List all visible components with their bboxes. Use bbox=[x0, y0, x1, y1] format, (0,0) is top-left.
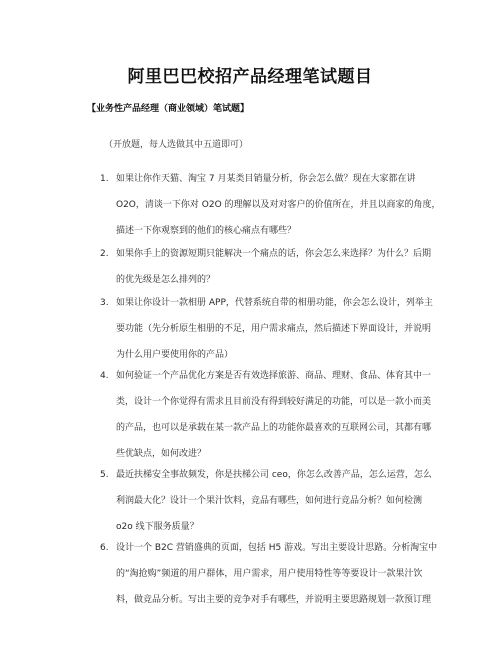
question-line: 要功能（先分析原生相册的不足，用户需求痛点，然后描述下界面设计，并说明 bbox=[116, 324, 432, 334]
question-line: 如果你手上的资源短期只能解决一个痛点的话，你会怎么来选择？为什么？后期 bbox=[116, 249, 432, 259]
document-title: 阿里巴巴校招产品经理笔试题目 bbox=[127, 67, 373, 87]
question-line: 利润最大化？设计一个果汁饮料，竞品有哪些，如何进行竞品分析？如何检测 bbox=[116, 496, 423, 506]
question-number: 5. bbox=[100, 470, 109, 480]
question-line: 些优缺点，如何改进？ bbox=[116, 449, 207, 459]
question-item bbox=[100, 166, 440, 244]
question-number: 6. bbox=[100, 543, 109, 553]
question-line: 最近扶梯安全事故频发，你是扶梯公司 ceo，你怎么改善产品，怎么运营，怎么 bbox=[116, 470, 432, 480]
question-item bbox=[100, 535, 440, 613]
instruction-note: （开放题，每人选做其中五道即可） bbox=[104, 140, 249, 150]
question-number: 3. bbox=[100, 298, 109, 308]
question-line: 设计一个 B2C 营销盛典的页面，包括 H5 游戏。写出主要设计思路。分析淘宝中 bbox=[116, 543, 438, 553]
question-item bbox=[100, 363, 440, 467]
question-line: 的优先级是怎么排列的？ bbox=[116, 275, 216, 285]
question-line: O2O，清谈一下你对 O2O 的理解以及对对客户的价值所在，并且以商家的角度， bbox=[116, 200, 441, 210]
question-line: 料，做竞品分析。写出主要的竞争对手有哪些，并说明主要思路规划一款预订理 bbox=[116, 595, 432, 605]
question-line: 类，设计一个你觉得有需求且目前没有得到较好满足的功能，可以是一款小而美 bbox=[116, 397, 432, 407]
question-number: 1. bbox=[100, 174, 109, 184]
question-line: 为什么用户要使用你的产品） bbox=[116, 350, 234, 360]
question-line: 如何验证一个产品优化方案是否有效选择旅游、商品、理财、食品、体育其中一 bbox=[116, 371, 432, 381]
question-line: o2o 线下服务质量？ bbox=[116, 522, 199, 532]
question-line: 描述一下你观察到的他们的核心痛点有哪些？ bbox=[116, 226, 297, 236]
question-line: 的“淘抢购”频道的用户群体，用户需求，用户使用特性等等要设计一款果汁饮 bbox=[116, 569, 423, 579]
question-number: 4. bbox=[100, 371, 109, 381]
question-item bbox=[100, 290, 440, 368]
question-line: 的产品，也可以是承载在某一款产品上的功能你最喜欢的互联网公司，其都有哪 bbox=[116, 423, 432, 433]
question-number: 2. bbox=[100, 249, 109, 259]
question-item bbox=[100, 462, 440, 540]
question-line: 如果让你设计一款相册 APP，代替系统自带的相册功能，你会怎么设计，列举主 bbox=[116, 298, 433, 308]
section-heading: 【业务性产品经理（商业领域）笔试题】 bbox=[87, 104, 250, 114]
question-line: 如果让你作天猫、淘宝 7 月某类目销量分析，你会怎么做？现在大家都在讲 bbox=[116, 174, 416, 184]
question-item bbox=[100, 241, 440, 293]
